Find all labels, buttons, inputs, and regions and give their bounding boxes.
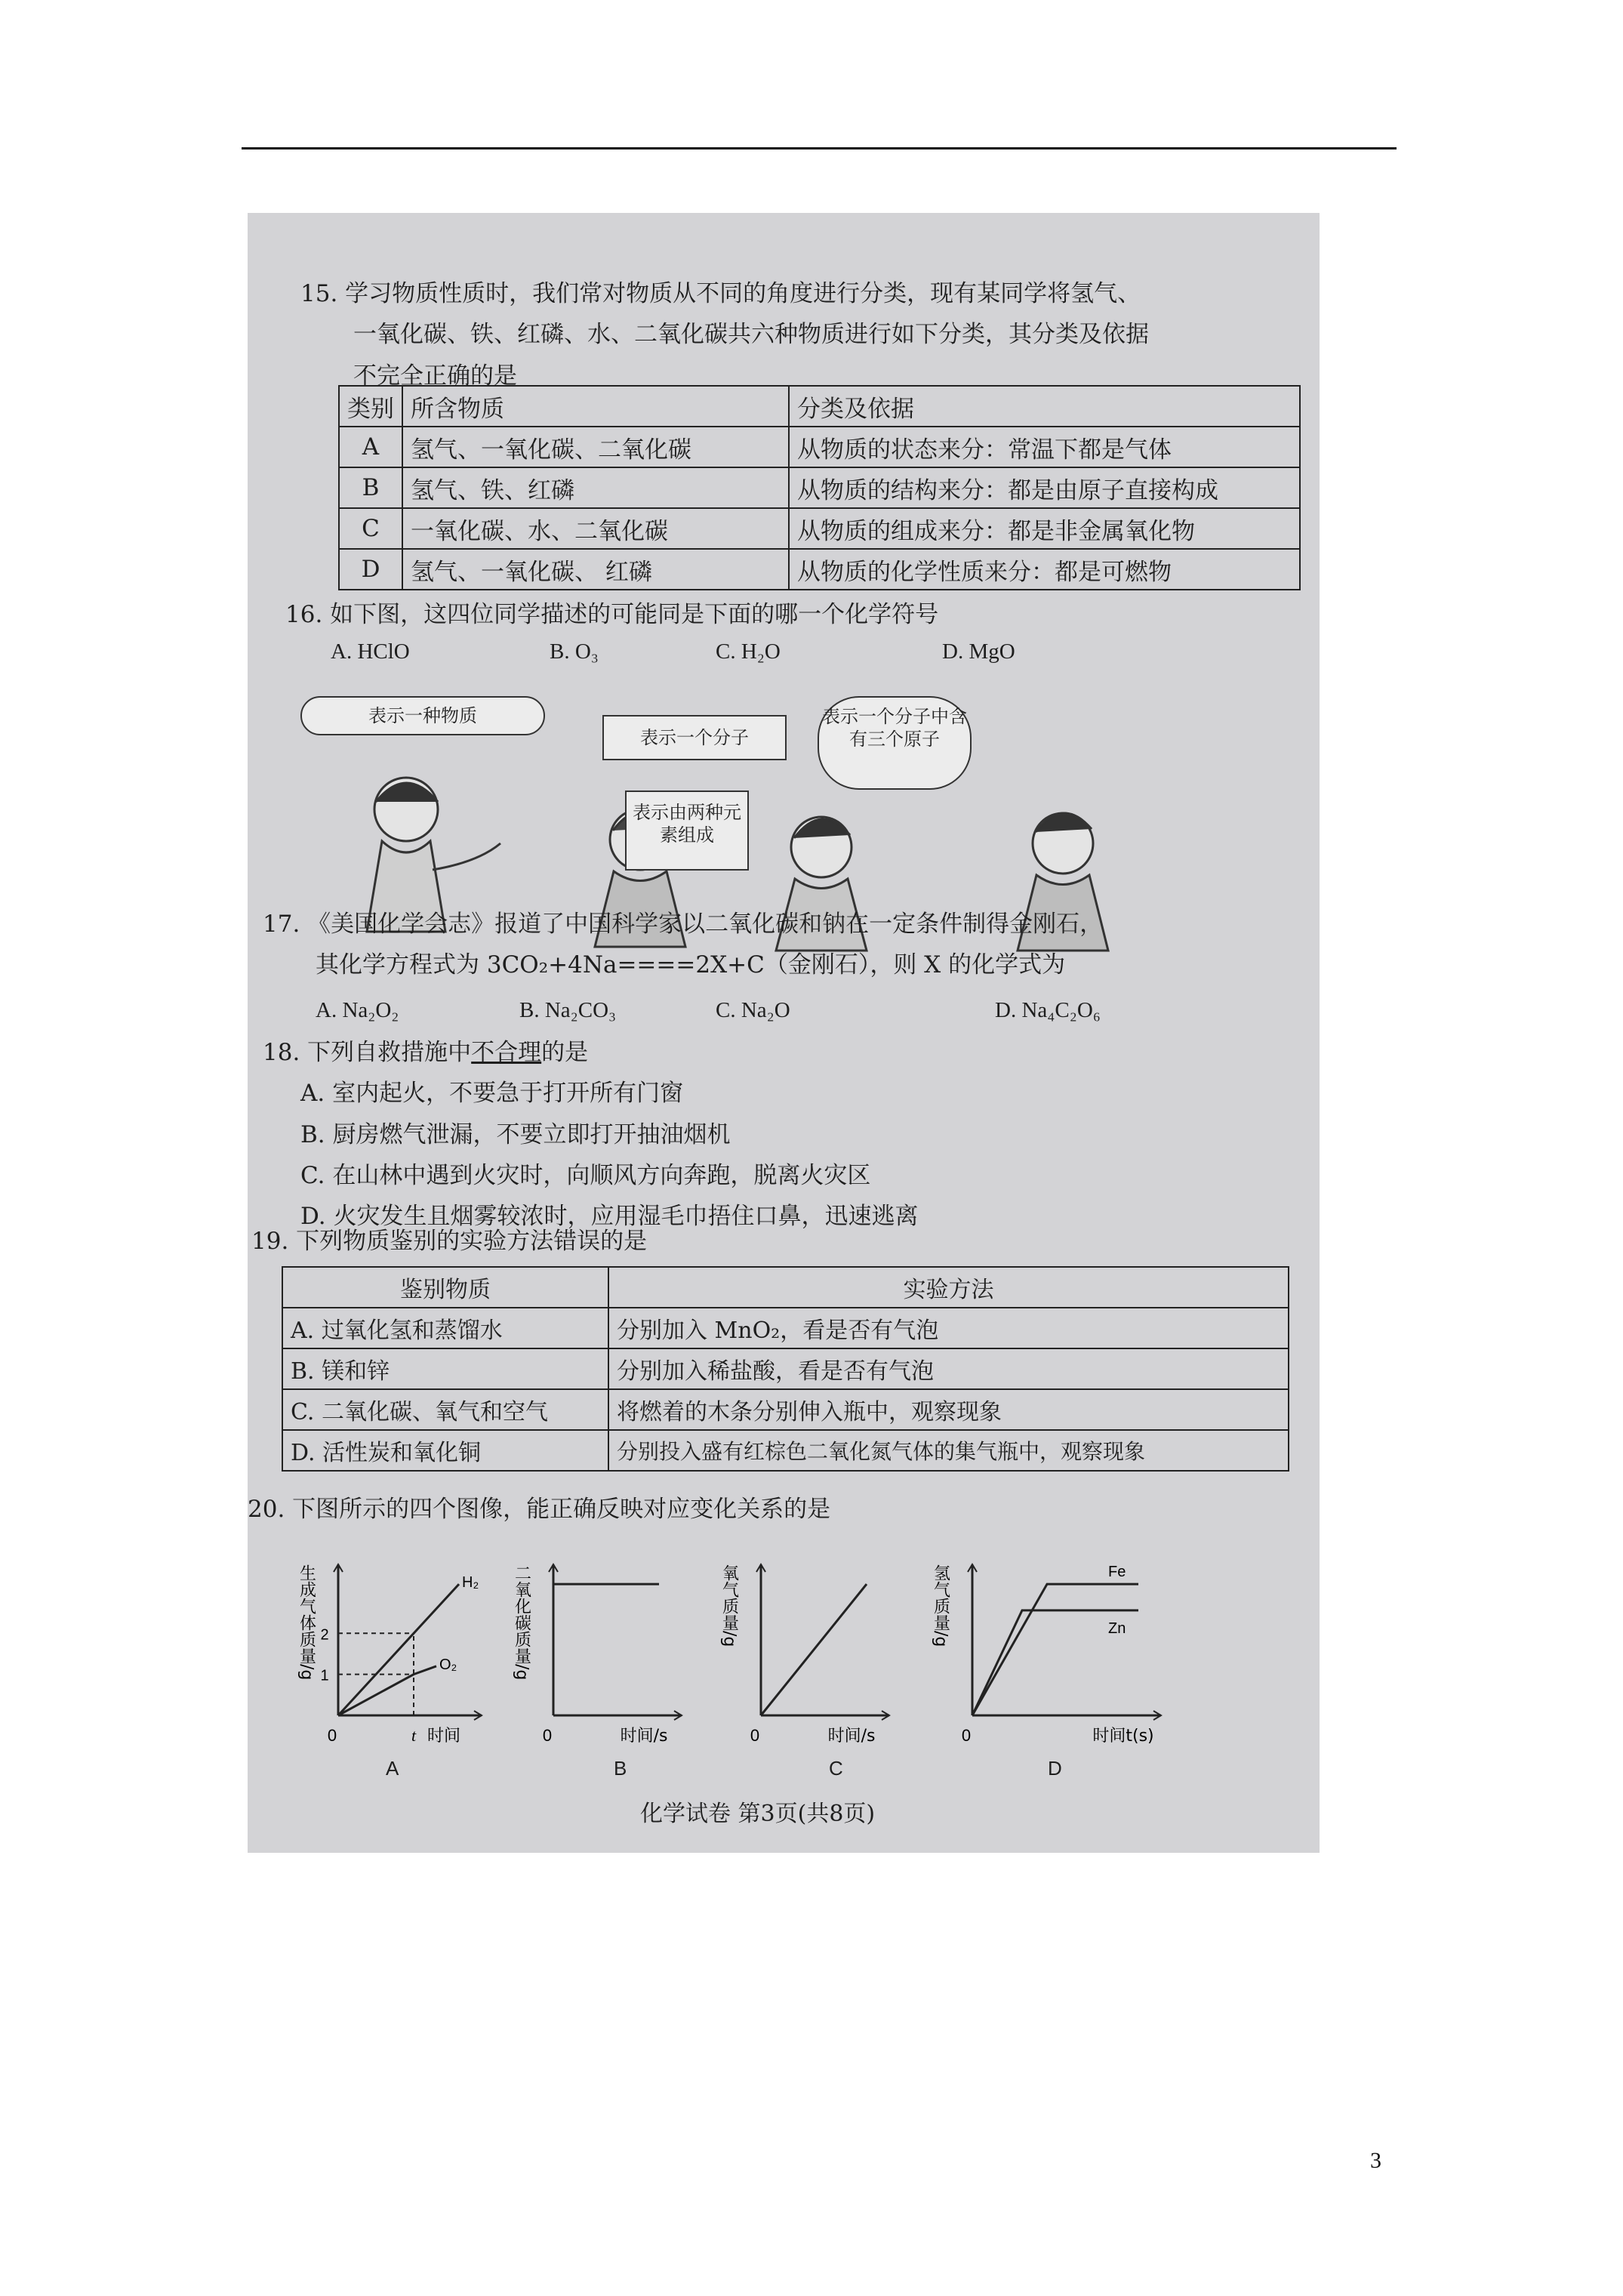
table-header-row (339, 386, 1300, 427)
series-label: Zn (1108, 1620, 1126, 1637)
q15-line-2: 一氧化碳、铁、红磷、水、二氧化碳共六种物质进行如下分类，其分类及依据 (353, 321, 1149, 349)
x-tick-label: t (411, 1726, 417, 1745)
q18-option-a: A. 室内起火，不要急于打开所有门窗 (300, 1080, 684, 1108)
graph-b-caption: B (614, 1757, 627, 1780)
y-tick-label: 1 (320, 1667, 329, 1684)
table-cell: A (339, 427, 402, 467)
bubble-three-atoms: 表示一个分子中含有三个原子 (818, 696, 972, 790)
top-rule (242, 147, 1397, 149)
table-row (339, 467, 1300, 508)
question-17 (263, 904, 1103, 986)
table-header-cell: 鉴别物质 (282, 1267, 608, 1308)
q16-option-a: A. HClO (331, 639, 410, 664)
table-row (339, 427, 1300, 467)
table-cell: 氢气、一氧化碳、二氧化碳 (402, 427, 789, 467)
q17-option-c: C. Na₂O (716, 998, 790, 1022)
table-row (339, 508, 1300, 549)
q17-option-a: A. Na₂O₂ (316, 998, 399, 1022)
q18-option-b: B. 厨房燃气泄漏，不要立即打开抽油烟机 (300, 1120, 731, 1148)
y-axis-label: 二氧化碳质量/g (512, 1564, 531, 1681)
series-line (338, 1584, 459, 1715)
table-cell: 将燃着的木条分别伸入瓶中，观察现象 (608, 1389, 1289, 1430)
q16-option-c: C. H₂O (716, 639, 781, 664)
series-line (338, 1666, 436, 1715)
table-row (339, 549, 1300, 590)
bubble-molecule: 表示一个分子 (602, 715, 787, 760)
table-cell: C (339, 508, 402, 549)
table-cell: 氢气、一氧化碳、 红磷 (402, 549, 789, 590)
q17-option-b: B. Na₂CO₃ (519, 998, 617, 1022)
q18-option-c: C. 在山林中遇到火灾时，向顺风方向奔跑，脱离火灾区 (300, 1161, 871, 1189)
page-footer: 化学试卷 第3页(共8页) (640, 1801, 876, 1827)
table-cell: 氢气、铁、红磷 (402, 467, 789, 508)
q19-stem: 19. 下列物质鉴别的实验方法错误的是 (251, 1228, 648, 1255)
graph-b (508, 1542, 697, 1753)
table-cell: 从物质的化学性质来分：都是可燃物 (789, 549, 1300, 590)
q16-option-d: D. MgO (942, 639, 1015, 664)
table-header-cell: 分类及依据 (789, 386, 1300, 427)
table-cell: D (339, 549, 402, 590)
table-cell: D. 活性炭和氧化铜 (282, 1430, 608, 1471)
graph-a (293, 1542, 497, 1753)
table-row (282, 1348, 1289, 1389)
y-axis-label: 氢气质量/g (931, 1564, 950, 1647)
table-header-row (282, 1267, 1289, 1308)
q16-option-b: B. O₃ (550, 639, 599, 664)
table-cell: 分别加入 MnO₂，看是否有气泡 (608, 1308, 1289, 1348)
x-axis-label: 时间/s (827, 1727, 876, 1746)
table-header-cell: 类别 (339, 386, 402, 427)
graph-a-caption: A (386, 1757, 399, 1780)
q16-stem: 16. 如下图，这四位同学描述的可能同是下面的哪一个化学符号 (285, 601, 939, 628)
table-cell: 从物质的组成来分：都是非金属氧化物 (789, 508, 1300, 549)
series-label: Fe (1108, 1564, 1126, 1581)
table-cell: B (339, 467, 402, 508)
question-18 (263, 1032, 918, 1237)
q18-stem-before: 18. 下列自救措施中 (263, 1039, 472, 1066)
origin-label: 0 (750, 1726, 760, 1745)
origin-label: 0 (961, 1726, 972, 1745)
x-axis-label: 时间t(s) (1092, 1727, 1154, 1746)
graph-c (716, 1542, 904, 1753)
series-line (761, 1584, 867, 1715)
table-cell: B. 镁和锌 (282, 1348, 608, 1389)
q17-line-2: 其化学方程式为 3CO₂+4Na====2X+C（金刚石），则 X 的化学式为 (316, 951, 1066, 979)
x-axis-label: 时间 (427, 1727, 461, 1746)
q15-table (338, 385, 1301, 590)
bubble-substance: 表示一种物质 (300, 696, 545, 735)
bubble-two-elements: 表示由两种元素组成 (625, 791, 749, 871)
q19-table (282, 1266, 1289, 1472)
y-axis-label: 氧气质量/g (719, 1564, 739, 1647)
graph-c-caption: C (829, 1757, 843, 1780)
table-cell: 从物质的状态来分：常温下都是气体 (789, 427, 1300, 467)
table-header-cell: 实验方法 (608, 1267, 1289, 1308)
exam-photo (248, 213, 1320, 1853)
y-axis-label: 生成气体质量/g (297, 1564, 316, 1681)
table-cell: 分别投入盛有红棕色二氧化氮气体的集气瓶中，观察现象 (608, 1430, 1289, 1471)
q15-line-3: 不完全正确的是 (353, 362, 517, 390)
question-15 (300, 273, 1149, 396)
series-label: H₂ (462, 1574, 479, 1592)
page-number: 3 (1370, 2148, 1381, 2173)
q18-stem-underlined: 不合理 (471, 1039, 542, 1066)
q15-line-1: 15. 学习物质性质时，我们常对物质从不同的角度进行分类，现有某同学将氢气、 (300, 280, 1141, 307)
q17-option-d: D. Na₄C₂O₆ (995, 998, 1101, 1022)
origin-label: 0 (327, 1726, 337, 1745)
origin-label: 0 (542, 1726, 553, 1745)
graph-d-caption: D (1048, 1757, 1062, 1780)
q18-option-d: D. 火灾发生且烟雾较浓时，应用湿毛巾捂住口鼻，迅速逃离 (300, 1203, 919, 1230)
table-row (282, 1430, 1289, 1471)
table-row (282, 1389, 1289, 1430)
q18-stem-after: 的是 (541, 1039, 589, 1066)
q17-line-1: 17. 《美国化学会志》报道了中国科学家以二氧化碳和钠在一定条件制得金刚石， (263, 911, 1104, 938)
table-header-cell: 所含物质 (402, 386, 789, 427)
series-label: O₂ (439, 1656, 457, 1673)
table-cell: 从物质的结构来分：都是由原子直接构成 (789, 467, 1300, 508)
table-row (282, 1308, 1289, 1348)
q18-stem (263, 1032, 918, 1073)
x-axis-label: 时间/s (620, 1727, 668, 1746)
table-cell: C. 二氧化碳、氧气和空气 (282, 1389, 608, 1430)
q20-stem: 20. 下图所示的四个图像，能正确反映对应变化关系的是 (248, 1496, 831, 1523)
table-cell: 分别加入稀盐酸，看是否有气泡 (608, 1348, 1289, 1389)
table-cell: 一氧化碳、水、二氧化碳 (402, 508, 789, 549)
series-line (972, 1584, 1138, 1715)
graph-d (927, 1542, 1176, 1753)
y-tick-label: 2 (320, 1626, 329, 1644)
table-cell: A. 过氧化氢和蒸馏水 (282, 1308, 608, 1348)
